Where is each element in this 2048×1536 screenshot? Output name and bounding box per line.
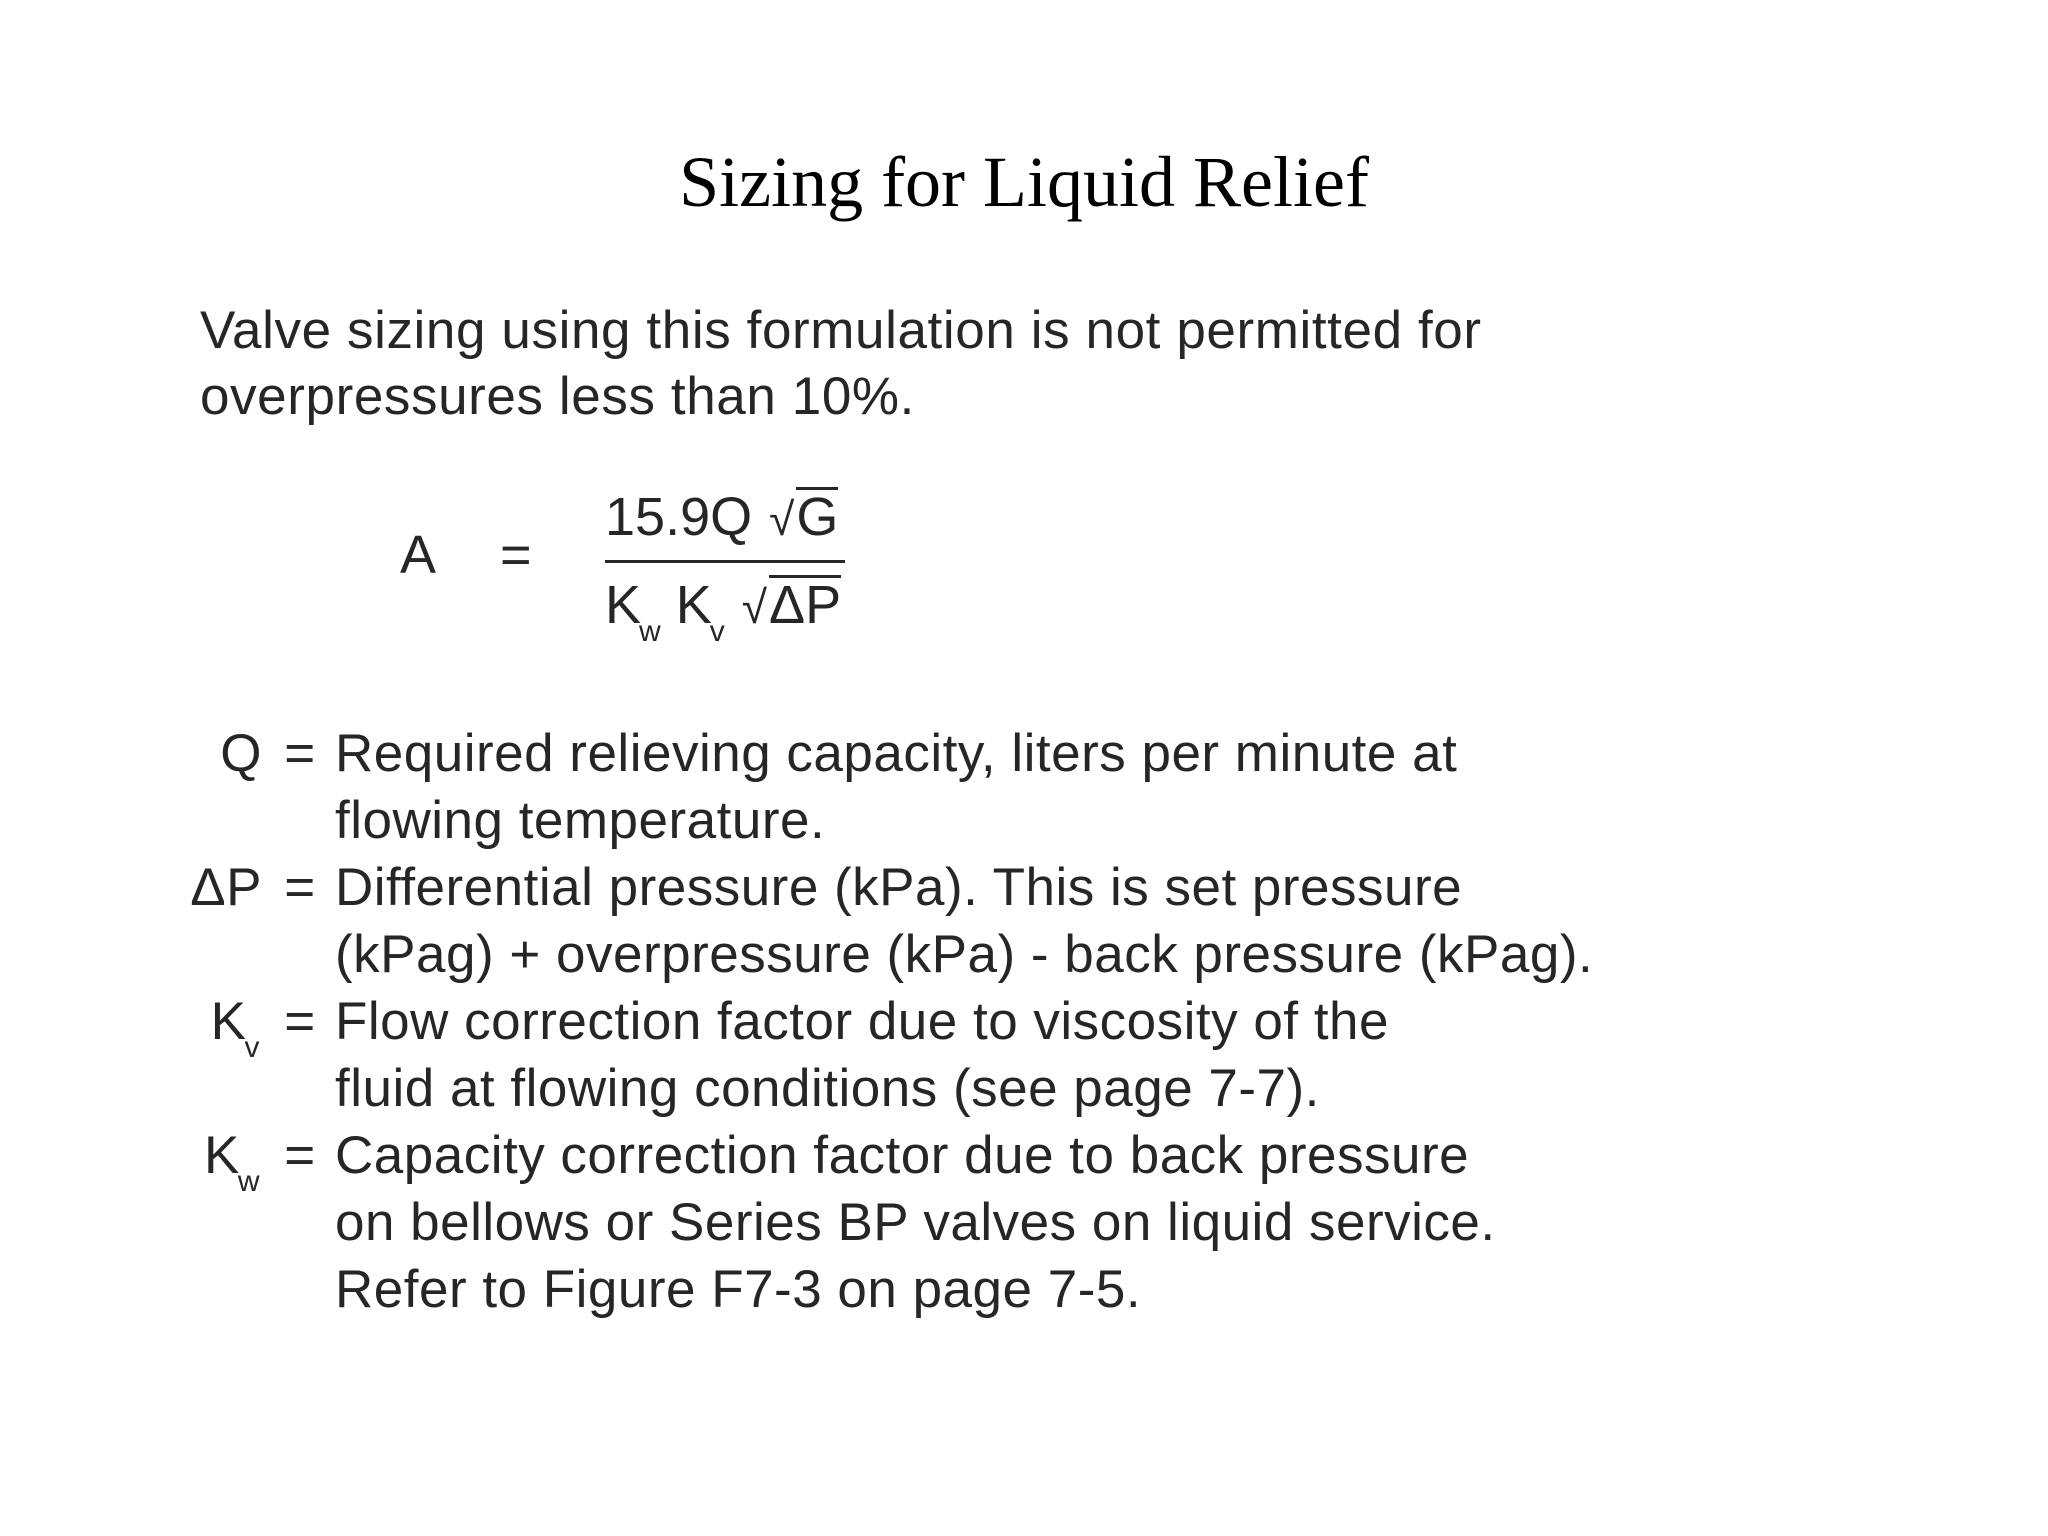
symbol-text: K [203,1126,240,1185]
sizing-note [200,298,1700,430]
definition-symbol [130,720,260,795]
definition-line: Differential pressure (kPa). This is set pressure [335,858,1463,917]
numerator-radical [767,486,838,548]
denominator-k1: K [605,575,642,635]
square-root-icon: √ [741,581,768,633]
denominator-radical [740,574,841,636]
definition-kw [130,1122,1690,1323]
definition-line: fluid at flowing conditions (see page 7-7). [335,1059,1320,1118]
definition-kv [130,988,1690,1122]
definition-equals: = [284,1126,316,1185]
area-formula [400,486,920,646]
formula-equals: = [500,525,532,585]
note-line: Valve sizing using this formulation is not permitted for [200,301,1482,360]
definition-line: Flow correction factor due to viscosity of the [335,992,1389,1051]
numerator-coefficient: 15.9Q [605,487,753,547]
definition-equals: = [284,724,316,783]
symbol-text: Q [220,724,262,783]
symbol-text: K [210,992,247,1051]
definition-symbol [130,988,260,1063]
formula-denominator [605,574,842,648]
definition-text [330,720,1690,854]
note-line: overpressures less than 10%. [200,367,915,426]
denominator-k2: K [675,575,712,635]
definition-line: Refer to Figure F7-3 on page 7-5. [335,1260,1142,1319]
formula-numerator [605,486,838,548]
symbol-text: ΔP [190,858,262,917]
definition-line: Required relieving capacity, liters per minute at [335,724,1458,783]
definition-text [330,854,1690,988]
denominator-radicand: ΔP [769,575,842,635]
denominator-k1-subscript: w [639,615,661,648]
definition-line: on bellows or Series BP valves on liquid service. [335,1193,1496,1252]
symbol-subscript: w [237,1165,260,1198]
numerator-radicand: G [796,487,839,547]
symbol-subscript: v [244,1031,260,1064]
square-root-icon: √ [769,493,795,545]
definition-equals: = [284,992,316,1051]
definition-text [330,1122,1690,1323]
denominator-k2-subscript: v [709,615,725,648]
definition-line: (kPag) + overpressure (kPa) - back pressure (kPag). [335,925,1594,984]
definition-q [130,720,1690,854]
fraction-bar [605,560,845,563]
definition-line: Capacity correction factor due to back pressure [335,1126,1470,1185]
formula-lhs: A [400,525,437,585]
definition-text [330,988,1690,1122]
definition-symbol [130,1122,260,1197]
definition-delta-p [130,854,1690,988]
definition-line: flowing temperature. [335,791,826,850]
definition-equals: = [284,858,316,917]
variable-definitions [130,720,1690,1323]
definition-symbol [130,854,260,929]
slide-title: Sizing for Liquid Relief [679,142,1369,222]
